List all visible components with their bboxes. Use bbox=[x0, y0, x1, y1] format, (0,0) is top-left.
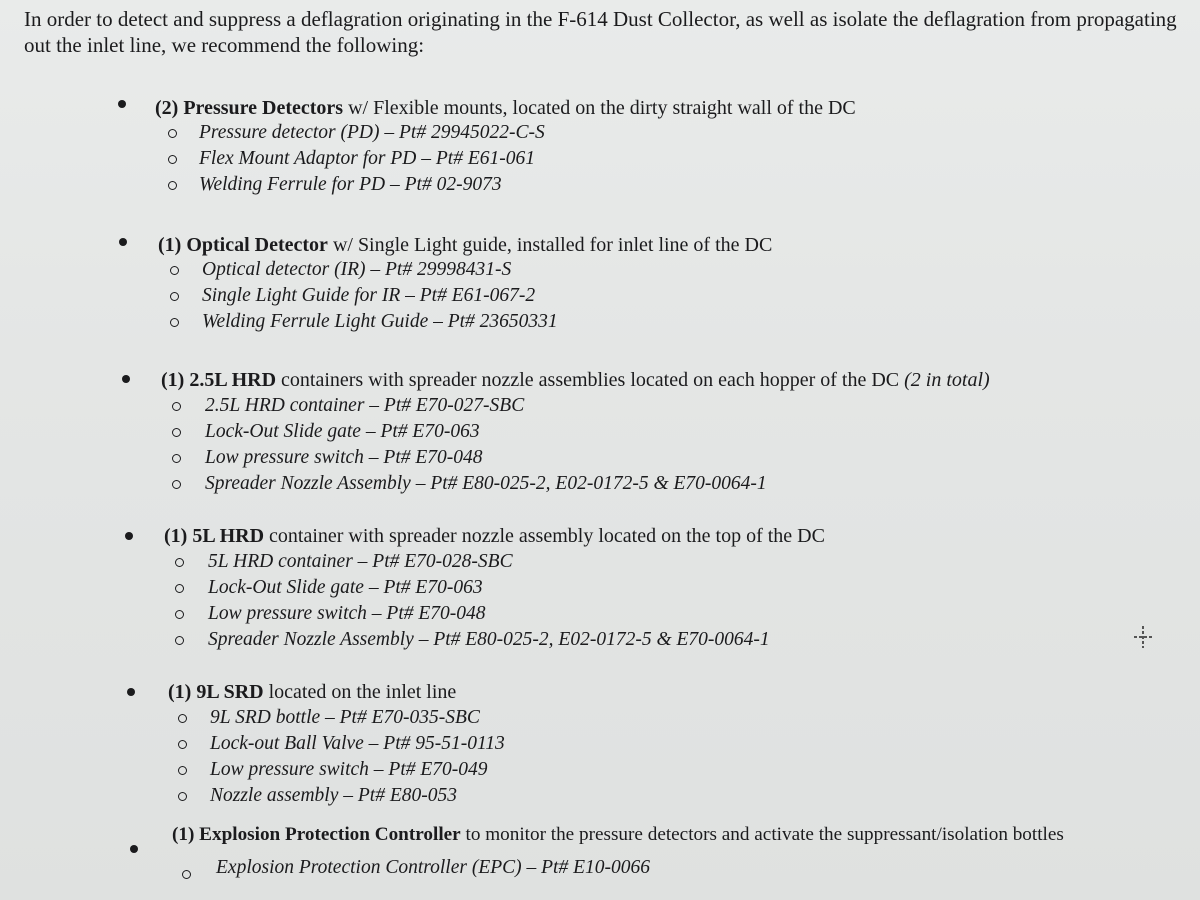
list-item: Spreader Nozzle Assembly – Pt# E80-025-2, E02-0172-5 & E70-0064-1 bbox=[208, 629, 770, 650]
section-description: containers with spreader nozzle assemblies located on each hopper of the DC bbox=[276, 369, 905, 391]
sub-bullet-icon bbox=[178, 714, 187, 723]
list-item: Explosion Protection Controller (EPC) – Pt# E10-0066 bbox=[216, 857, 650, 878]
list-item: Low pressure switch – Pt# E70-048 bbox=[205, 447, 483, 468]
sub-bullet-icon bbox=[178, 792, 187, 801]
list-item: Single Light Guide for IR – Pt# E61-067-2 bbox=[202, 285, 536, 306]
list-item: Nozzle assembly – Pt# E80-053 bbox=[210, 785, 457, 806]
list-item: Flex Mount Adaptor for PD – Pt# E61-061 bbox=[199, 148, 535, 169]
sub-bullet-icon bbox=[172, 428, 181, 437]
sub-bullet-icon bbox=[182, 870, 191, 879]
section-description: w/ Flexible mounts, located on the dirty straight wall of the DC bbox=[343, 97, 856, 119]
section-heading bbox=[155, 96, 856, 120]
sub-bullet-icon bbox=[172, 480, 181, 489]
section-heading bbox=[164, 524, 825, 548]
bullet-icon bbox=[125, 532, 133, 540]
list-item: Lock-out Ball Valve – Pt# 95-51-0113 bbox=[210, 733, 505, 754]
sub-bullet-icon bbox=[168, 129, 177, 138]
list-item: 2.5L HRD container – Pt# E70-027-SBC bbox=[205, 395, 525, 416]
section-heading bbox=[172, 823, 1064, 847]
bullet-icon bbox=[127, 688, 135, 696]
section-qty: (1) bbox=[168, 681, 192, 703]
section-title: 2.5L HRD bbox=[189, 369, 277, 391]
bullet-icon bbox=[119, 238, 127, 246]
section-heading bbox=[158, 233, 772, 257]
list-item: Optical detector (IR) – Pt# 29998431-S bbox=[202, 259, 512, 280]
list-item: Lock-Out Slide gate – Pt# E70-063 bbox=[208, 577, 483, 598]
section-qty: (1) bbox=[164, 525, 188, 547]
bullet-icon bbox=[118, 100, 126, 108]
intro-paragraph: In order to detect and suppress a deflagration originating in the F-614 Dust Collector, as well as isolate the deflagration from propagating out the inlet line, we recommend the following: bbox=[24, 7, 1177, 57]
sub-bullet-icon bbox=[175, 558, 184, 567]
sub-bullet-icon bbox=[175, 584, 184, 593]
list-item: Low pressure switch – Pt# E70-048 bbox=[208, 603, 486, 624]
section-qty: (1) bbox=[158, 234, 182, 256]
list-item: Welding Ferrule Light Guide – Pt# 23650331 bbox=[202, 311, 558, 332]
sub-bullet-icon bbox=[170, 318, 179, 327]
section-description: to monitor the pressure detectors and activate the suppressant/isolation bottles bbox=[460, 824, 1064, 845]
section-title: Optical Detector bbox=[186, 234, 328, 256]
list-item: 5L HRD container – Pt# E70-028-SBC bbox=[208, 551, 513, 572]
sub-bullet-icon bbox=[168, 181, 177, 190]
list-item: Low pressure switch – Pt# E70-049 bbox=[210, 759, 488, 780]
list-item: Spreader Nozzle Assembly – Pt# E80-025-2, E02-0172-5 & E70-0064-1 bbox=[205, 473, 767, 494]
section-note: (2 in total) bbox=[904, 369, 990, 391]
section-description: container with spreader nozzle assembly located on the top of the DC bbox=[264, 525, 825, 547]
list-item: Lock-Out Slide gate – Pt# E70-063 bbox=[205, 421, 480, 442]
crosshair-cursor-icon bbox=[1134, 626, 1152, 648]
sub-bullet-icon bbox=[170, 266, 179, 275]
sub-bullet-icon bbox=[175, 610, 184, 619]
list-item: 9L SRD bottle – Pt# E70-035-SBC bbox=[210, 707, 480, 728]
section-qty: (1) bbox=[172, 824, 195, 845]
section-title: 5L HRD bbox=[192, 525, 265, 547]
section-title: 9L SRD bbox=[196, 681, 264, 703]
list-item: Welding Ferrule for PD – Pt# 02-9073 bbox=[199, 174, 502, 195]
sub-bullet-icon bbox=[178, 766, 187, 775]
sub-bullet-icon bbox=[175, 636, 184, 645]
section-heading bbox=[168, 680, 456, 704]
section-description: w/ Single Light guide, installed for inlet line of the DC bbox=[327, 234, 773, 256]
sub-bullet-icon bbox=[170, 292, 179, 301]
section-qty: (1) bbox=[161, 369, 185, 391]
section-heading bbox=[161, 368, 990, 392]
bullet-icon bbox=[130, 845, 138, 853]
section-qty: (2) bbox=[155, 97, 179, 119]
sub-bullet-icon bbox=[172, 402, 181, 411]
section-title: Explosion Protection Controller bbox=[199, 824, 461, 845]
sub-bullet-icon bbox=[168, 155, 177, 164]
sub-bullet-icon bbox=[178, 740, 187, 749]
section-title: Pressure Detectors bbox=[183, 97, 344, 119]
list-item: Pressure detector (PD) – Pt# 29945022-C-S bbox=[199, 122, 545, 143]
sub-bullet-icon bbox=[172, 454, 181, 463]
section-description: located on the inlet line bbox=[263, 681, 457, 703]
bullet-icon bbox=[122, 375, 130, 383]
